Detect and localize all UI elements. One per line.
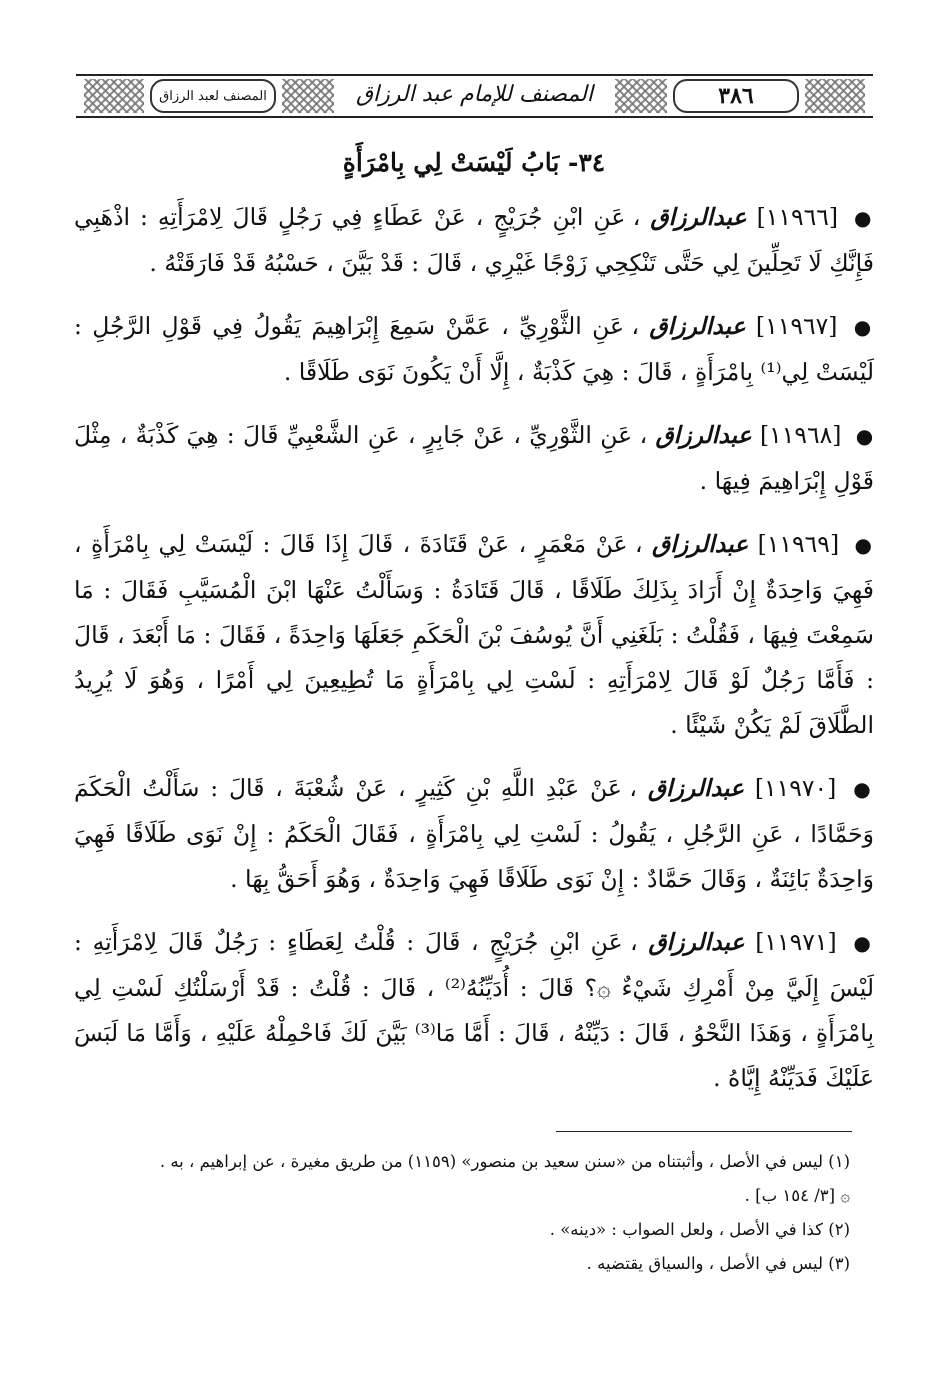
main-text bbox=[74, 148, 874, 1119]
bullet-icon: ● bbox=[853, 315, 874, 339]
bullet-icon: ● bbox=[853, 777, 874, 801]
hadith-text: ، عَنِ ابْنِ جُرَيْجٍ ، عَنْ عَطَاءٍ فِي رَجُلٍ قَالَ لِامْرَأَتِهِ : اذْهَبِي فَإِنَّكِ لَا تَحِلِّينَ لِي حَتَّى تَنْكِحِي زَوْجًا غَيْرِي ، قَالَ : قَدْ بَيَّنَ ، حَسْبُهُ قَدْ فَارَقَتْهُ . bbox=[74, 203, 874, 277]
hadith-text: ، عَنْ عَبْدِ اللَّهِ بْنِ كَثِيرٍ ، عَنْ شُعْبَةَ ، قَالَ : سَأَلْتُ الْحَكَمَ وَحَمَّادًا ، عَنِ الرَّجُلِ ، يَقُولُ : لَسْتِ لِي بِامْرَأَةٍ ، فَقَالَ الْحَكَمُ : إِنْ نَوَى طَلَاقًا فَهِيَ وَاحِدَةٌ بَائِنَةٌ ، وَقَالَ حَمَّادٌ : إِنْ نَوَى طَلَاقًا فَهِيَ وَاحِدَةٌ ، وَهُوَ أَحَقُّ بِهَا . bbox=[74, 774, 874, 893]
hadith-entry bbox=[74, 195, 874, 286]
hadith-number: [١١٩٦٩] bbox=[757, 530, 840, 558]
narrator-name: عبدالرزاق bbox=[649, 312, 746, 340]
hadith-number: [١١٩٧٠] bbox=[754, 774, 837, 802]
header-ornament-left-inner bbox=[282, 79, 334, 113]
hadith-number: [١١٩٦٦] bbox=[756, 203, 839, 231]
narrator-name: عبدالرزاق bbox=[655, 421, 752, 449]
hadith-entry bbox=[74, 413, 874, 504]
bullet-icon: ● bbox=[855, 424, 874, 448]
footnote: (٣) ليس في الأصل ، والسياق يقتضيه . bbox=[586, 1254, 850, 1273]
page-number: ٣٨٦ bbox=[673, 79, 799, 113]
hadith-entry bbox=[74, 304, 874, 395]
narrator-name: عبدالرزاق bbox=[647, 774, 745, 802]
bullet-icon: ● bbox=[854, 533, 874, 557]
hadith-number: [١١٩٦٨] bbox=[759, 421, 842, 449]
bullet-icon: ● bbox=[853, 931, 874, 955]
footnote: (٢) كذا في الأصل ، ولعل الصواب : «دينه» . bbox=[549, 1220, 850, 1239]
hadith-entry bbox=[74, 920, 874, 1101]
running-title: المصنف للإمام عبد الرزاق bbox=[355, 82, 593, 107]
running-header bbox=[76, 74, 873, 118]
hadith-text: ، عَنِ الثَّوْرِيِّ ، عَمَّنْ سَمِعَ إِبْرَاهِيمَ يَقُولُ فِي قَوْلِ الرَّجُلِ : لَيْسَتْ لِي⁽¹⁾ بِامْرَأَةٍ ، قَالَ : هِيَ كَذْبَةٌ ، إِلَّا أَنْ يَكُونَ نَوَى طَلَاقًا . bbox=[74, 312, 874, 386]
footnote-divider bbox=[556, 1131, 852, 1132]
footnotes bbox=[74, 1148, 850, 1284]
narrator-name: عبدالرزاق bbox=[648, 928, 745, 956]
hadith-number: [١١٩٧١] bbox=[755, 928, 837, 956]
footnote: ۞ [٣/ ١٥٤ ب] . bbox=[744, 1186, 850, 1205]
hadith-text: ، عَنْ مَعْمَرٍ ، عَنْ قَتَادَةَ ، قَالَ إِذَا قَالَ : لَيْسَتْ لِي بِامْرَأَةٍ ، فَهِيَ وَاحِدَةٌ إِنْ أَرَادَ بِذَلِكَ طَلَاقًا ، قَالَ قَتَادَةُ : وَسَأَلْتُ عَنْهَا ابْنَ الْمُسَيَّبِ فَقَالَ : مَا سَمِعْتَ فِيهَا ، فَقُلْتُ : بَلَغَنِي أَنَّ يُوسُفَ بْنَ الْحَكَمِ جَعَلَهَا وَاحِدَةً ، فَقَالَ : مَا أَبْعَدَ ، قَالَ : فَأَمَّا رَجُلٌ لَوْ قَالَ لِامْرَأَتِهِ : لَسْتِ لِي بِامْرَأَةٍ مَا تُطِيعِينَ لِي أَمْرًا ، وَهُوَ لَا يُرِيدُ الطَّلَاقَ لَمْ يَكُنْ شَيْئًا . bbox=[74, 530, 874, 739]
narrator-name: عبدالرزاق bbox=[651, 530, 749, 558]
bullet-icon: ● bbox=[854, 206, 875, 230]
hadith-entry bbox=[74, 766, 874, 902]
chapter-title: ٣٤- بَابُ لَيْسَتْ لِي بِامْرَأَةٍ bbox=[342, 148, 606, 177]
narrator-name: عبدالرزاق bbox=[650, 203, 747, 231]
hadith-text: ، عَنِ ابْنِ جُرَيْجٍ ، قَالَ : قُلْتُ لِعَطَاءٍ : رَجُلٌ قَالَ لِامْرَأَتِهِ : لَيْسَ إِلَيَّ مِنْ أَمْرِكِ شَيْءٌ ۞؟ قَالَ : أُدَيِّنُهُ⁽²⁾ ، قَالَ : قُلْتُ : قَدْ أَرْسَلْتُكِ لَسْتِ لِي بِامْرَأَةٍ ، وَهَذَا النَّحْوُ ، قَالَ : دَيِّنْهُ ، قَالَ : أَمَّا مَا⁽³⁾ بَيَّنَ لَكَ فَاحْمِلْهُ عَلَيْهِ ، وَأَمَّا مَا لَبَسَ عَلَيْكَ فَدَيِّنْهُ إِيَّاهُ . bbox=[74, 928, 874, 1092]
hadith-text: ، عَنِ الثَّوْرِيِّ ، عَنْ جَابِرٍ ، عَنِ الشَّعْبِيِّ قَالَ : هِيَ كَذْبَةٌ ، مِثْلَ قَوْلِ إِبْرَاهِيمَ فِيهَا . bbox=[74, 421, 874, 495]
hadith-number: [١١٩٦٧] bbox=[755, 312, 838, 340]
hadith-entry bbox=[74, 522, 874, 748]
book-badge: المصنف لعبد الرزاق bbox=[150, 79, 276, 113]
header-ornament-right bbox=[805, 79, 865, 113]
footnote: (١) ليس في الأصل ، وأثبتناه من «سنن سعيد بن منصور» (١١٥٩) من طريق مغيرة ، عن إبراهيم ، به . bbox=[159, 1152, 850, 1171]
header-ornament-right-inner bbox=[615, 79, 667, 113]
header-ornament-left bbox=[84, 79, 144, 113]
